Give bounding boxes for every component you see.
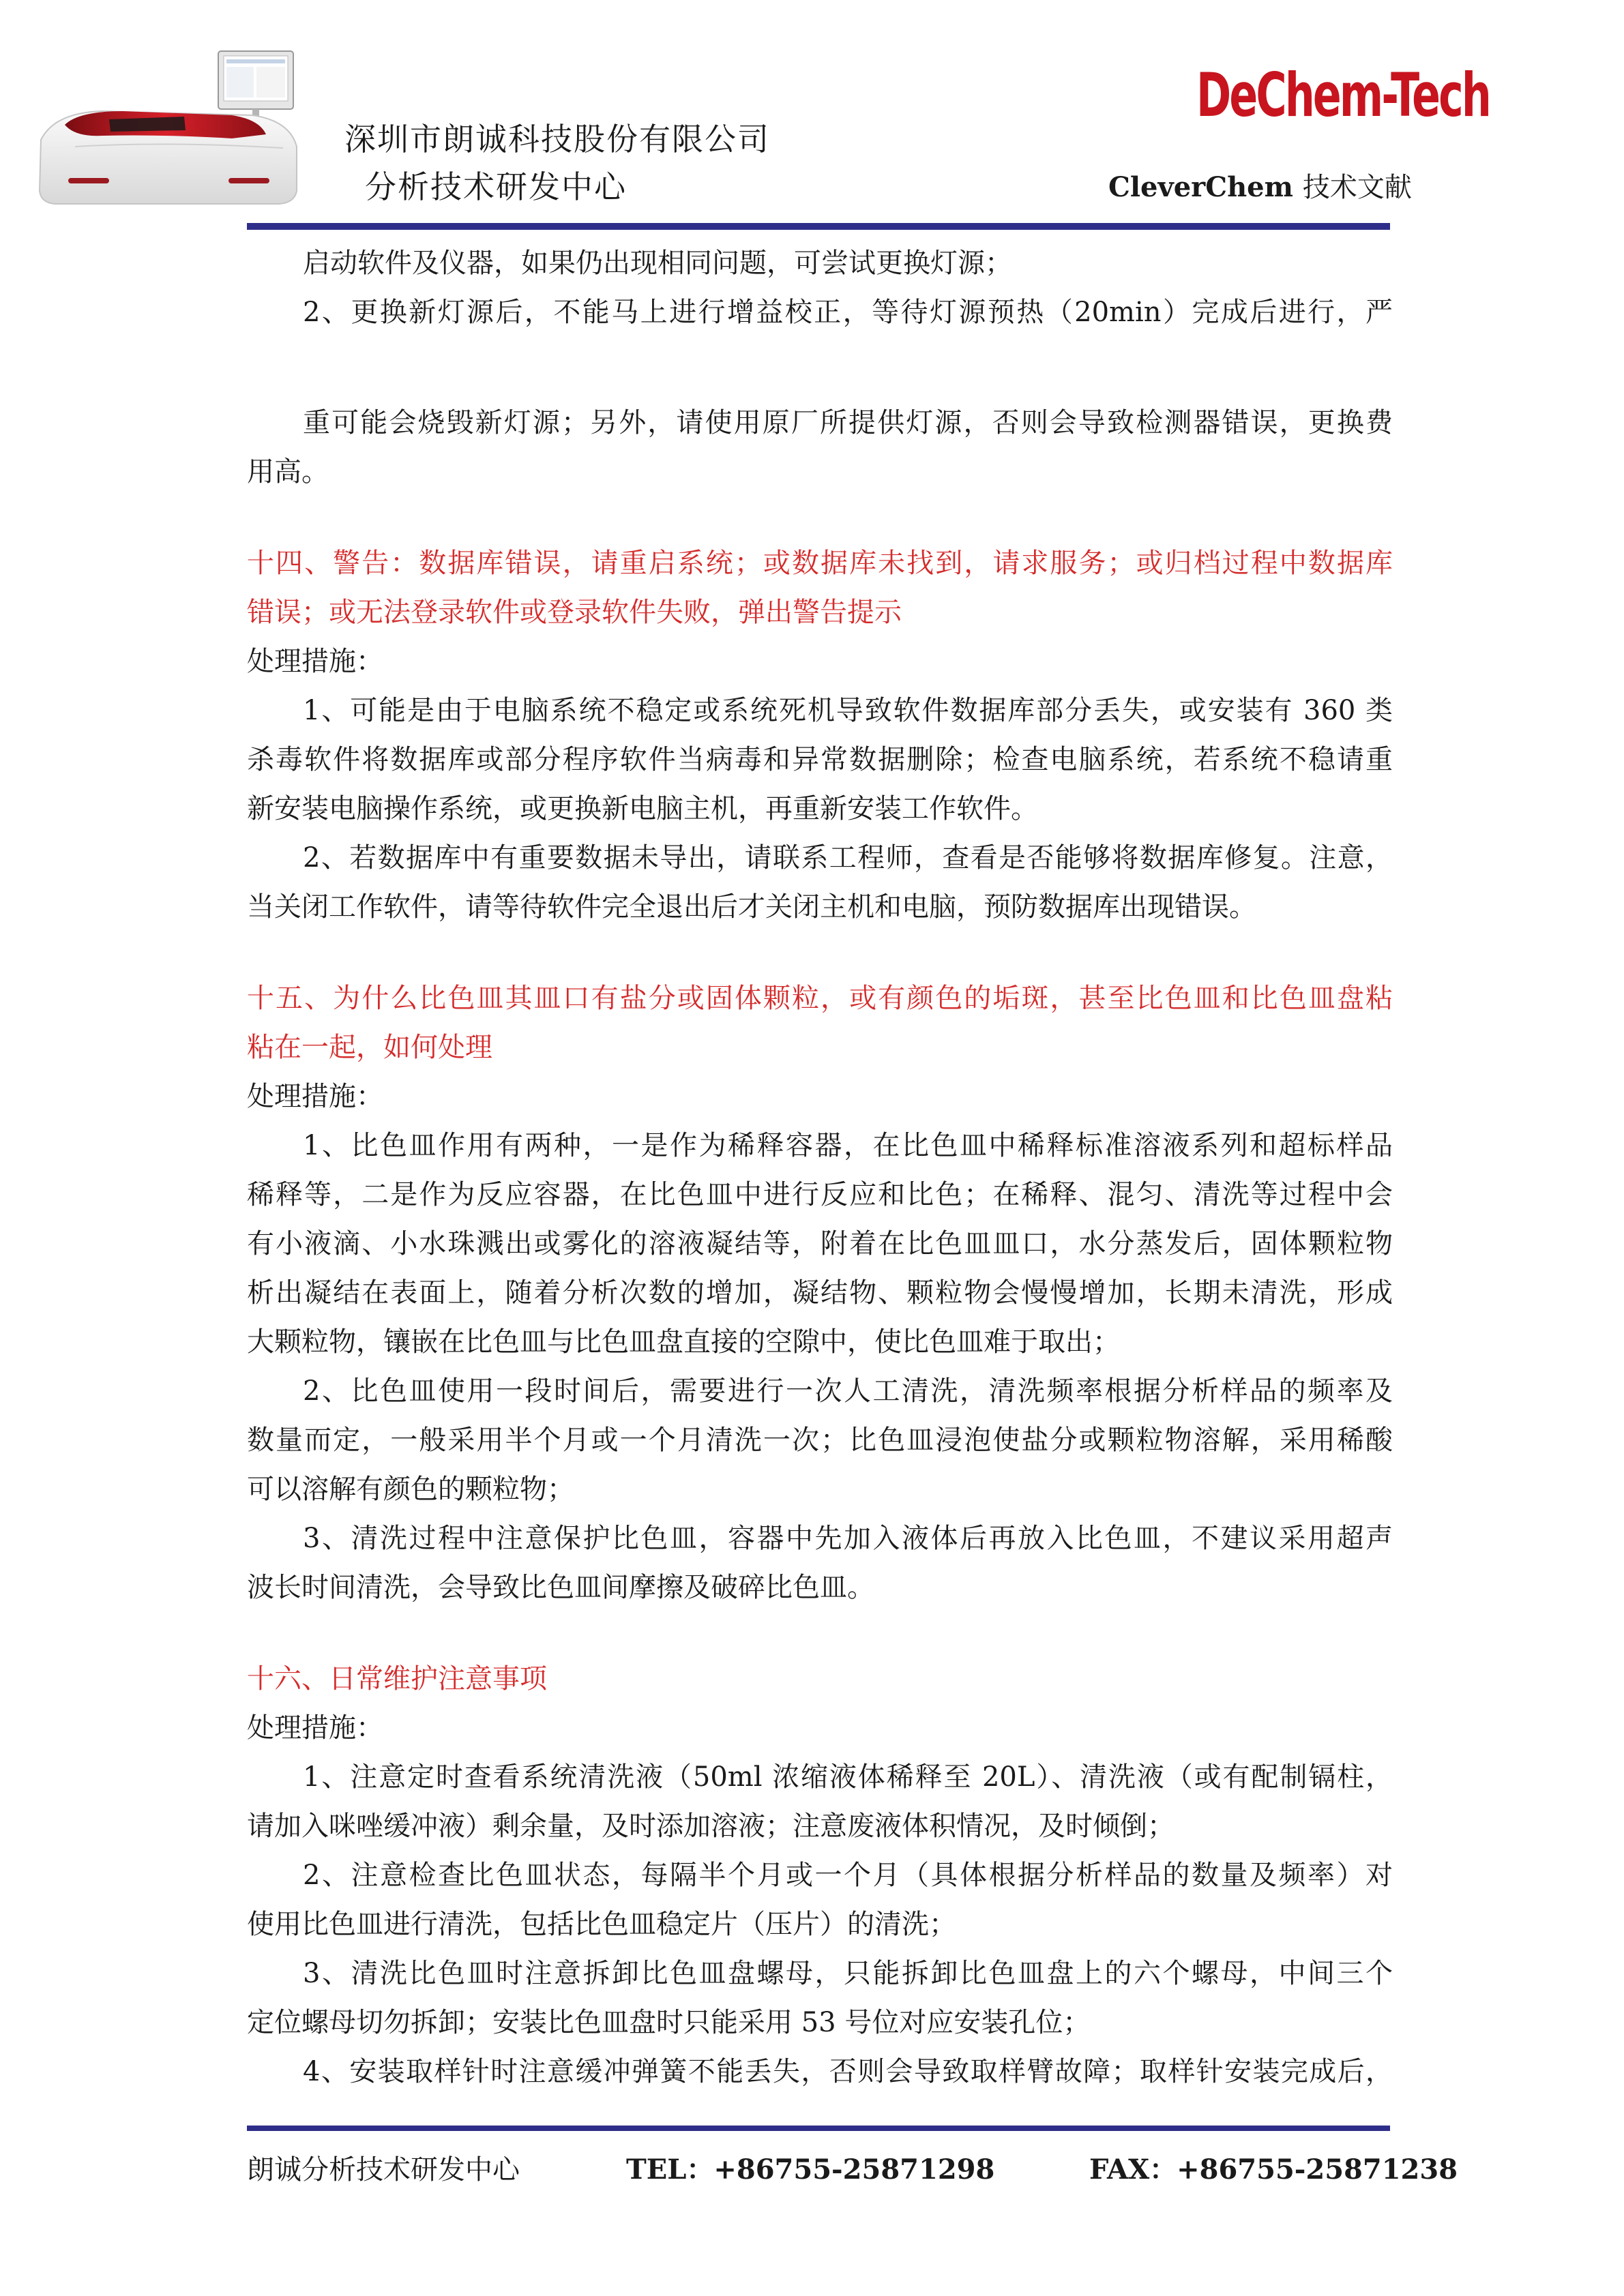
body-line: 请加入咪唑缓冲液）剩余量，及时添加溶液；注意废液体积情况，及时倾倒； [247,1810,1175,1842]
doc-type-en: CleverChem [1108,171,1293,203]
body-line: 稀释等，二是作为反应容器，在比色皿中进行反应和比色；在稀释、混匀、清洗等过程中会 [247,1179,1393,1210]
footer-fax: FAX：+86755-25871238 [1089,2153,1458,2186]
body-line: 波长时间清洗，会导致比色皿间摩擦及破碎比色皿。 [247,1572,874,1603]
section-15-measures-label: 处理措施： [247,1081,383,1112]
body-line: 用高。 [247,456,329,488]
body-line: 当关闭工作软件，请等待软件完全退出后才关闭主机和电脑，预防数据库出现错误。 [247,891,1256,923]
document-body [247,239,1393,2096]
body-line: 1、可能是由于电脑系统不稳定或系统死机导致软件数据库部分丢失，或安装有 360 类 [303,695,1393,726]
section-14-title: 十四、警告：数据库错误，请重启系统；或数据库未找到，请求服务；或归档过程中数据库 [247,548,1393,579]
body-line: 大颗粒物，镶嵌在比色皿与比色皿盘直接的空隙中，使比色皿难于取出； [247,1326,1120,1358]
body-line: 析出凝结在表面上，随着分析次数的增加，凝结物、颗粒物会慢慢增加，长期未清洗，形成 [247,1277,1393,1309]
document-type [1108,166,1412,205]
body-line: 2、更换新灯源后，不能马上进行增益校正，等待灯源预热（20min）完成后进行，严 [303,297,1393,328]
body-line: 3、清洗比色皿时注意拆卸比色皿盘螺母，只能拆卸比色皿盘上的六个螺母，中间三个 [303,1958,1393,1989]
body-line: 新安装电脑操作系统，或更换新电脑主机，再重新安装工作软件。 [247,793,1038,824]
body-line: 启动软件及仪器，如果仍出现相同问题，可尝试更换灯源； [303,248,1012,279]
body-line: 3、清洗过程中注意保护比色皿，容器中先加入液体后再放入比色皿，不建议采用超声 [303,1523,1393,1554]
body-line: 2、若数据库中有重要数据未导出，请联系工程师，查看是否能够将数据库修复。注意， [303,842,1393,874]
body-line: 定位螺母切勿拆卸；安装比色皿盘时只能采用 53 号位对应安装孔位； [247,2007,1091,2038]
body-line: 1、比色皿作用有两种，一是作为稀释容器，在比色皿中稀释标准溶液系列和超标样品 [303,1130,1393,1161]
footer-rule [247,2126,1390,2131]
section-16-title: 十六、日常维护注意事项 [247,1663,547,1695]
body-line: 数量而定，一般采用半个月或一个月清洗一次；比色皿浸泡使盐分或颗粒物溶解，采用稀酸 [247,1425,1393,1456]
body-line: 2、注意检查比色皿状态，每隔半个月或一个月（具体根据分析样品的数量及频率）对 [303,1860,1393,1891]
dechem-tech-logo [1194,56,1494,131]
body-line: 可以溶解有颜色的颗粒物； [247,1474,574,1505]
section-15-title: 十五、为什么比色皿其皿口有盐分或固体颗粒，或有颜色的垢斑，甚至比色皿和比色皿盘粘 [247,983,1393,1014]
brand-logo-text: DeChem-Tech [1196,60,1490,130]
footer-tel: TEL：+86755-25871298 [626,2153,995,2186]
body-line: 有小液滴、小水珠溅出或雾化的溶液凝结等，附着在比色皿皿口，水分蒸发后，固体颗粒物 [247,1228,1393,1259]
footer-center-name: 朗诚分析技术研发中心 [247,2154,520,2186]
doc-type-cn: 技术文献 [1302,172,1412,203]
analyzer-instrument-image [27,44,314,211]
page-header [0,0,1624,235]
body-line: 杀毒软件将数据库或部分程序软件当病毒和异常数据删除；检查电脑系统，若系统不稳请重 [247,744,1393,775]
body-line: 重可能会烧毁新灯源；另外，请使用原厂所提供灯源，否则会导致检测器错误，更换费 [303,407,1393,438]
company-name: 深圳市朗诚科技股份有限公司 [344,121,770,158]
section-16-measures-label: 处理措施： [247,1712,383,1744]
section-15-title-cont: 粘在一起，如何处理 [247,1032,492,1063]
section-14-title-cont: 错误；或无法登录软件或登录软件失败，弹出警告提示 [247,597,902,628]
section-14-measures-label: 处理措施： [247,646,383,677]
body-line: 使用比色皿进行清洗，包括比色皿稳定片（压片）的清洗； [247,1909,956,1940]
body-line: 1、注意定时查看系统清洗液（50ml 浓缩液体稀释至 20L）、清洗液（或有配制镉柱， [303,1761,1393,1793]
header-rule [247,223,1390,230]
department-name: 分析技术研发中心 [365,168,627,205]
body-line: 4、安装取样针时注意缓冲弹簧不能丢失，否则会导致取样臂故障；取样针安装完成后， [303,2056,1393,2087]
body-line: 2、比色皿使用一段时间后，需要进行一次人工清洗，清洗频率根据分析样品的频率及 [303,1375,1393,1407]
